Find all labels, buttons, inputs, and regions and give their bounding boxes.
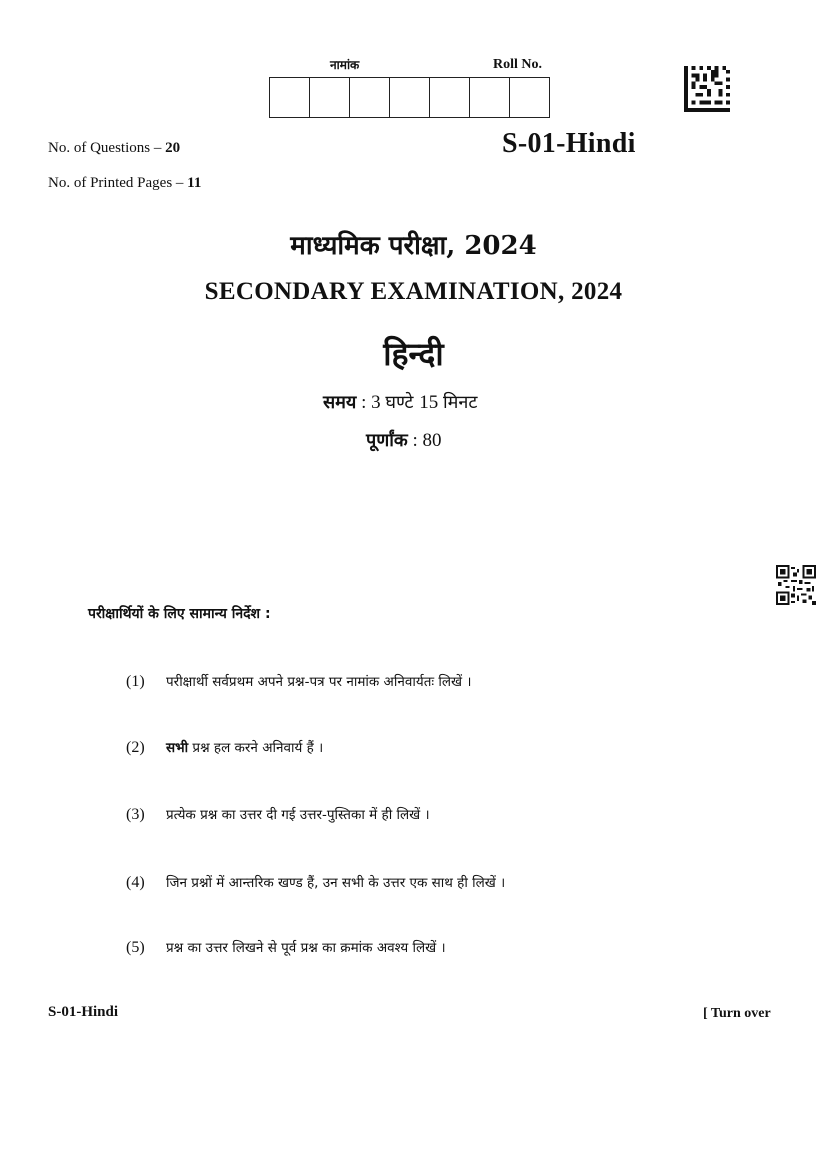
instruction-text: परीक्षार्थी सर्वप्रथम अपने प्रश्न-पत्र पर नामांक अनिवार्यतः लिखें । [166, 674, 472, 690]
paper-code-title: S-01-Hindi [502, 128, 636, 159]
marks-label: पूर्णांक [366, 430, 408, 451]
instruction-item [126, 873, 505, 892]
footer-paper-code: S-01-Hindi [48, 1004, 119, 1020]
roll-digit-box[interactable] [349, 77, 390, 118]
roll-digit-box[interactable] [509, 77, 550, 118]
roll-digit-box[interactable] [389, 77, 430, 118]
instruction-item [126, 672, 472, 691]
instruction-item [126, 938, 446, 957]
roll-label-hindi: नामांक [330, 58, 360, 72]
marks-separator: : [407, 430, 423, 451]
roll-number-boxes [269, 77, 550, 118]
roll-digit-box[interactable] [309, 77, 350, 118]
roll-digit-box[interactable] [469, 77, 510, 118]
instruction-text: जिन प्रश्नों में आन्तरिक खण्ड हैं, उन सभी के उत्तर एक साथ ही लिखें । [166, 875, 506, 891]
questions-count [48, 140, 180, 157]
pages-label: No. of Printed Pages – [48, 175, 188, 191]
roll-digit-box[interactable] [269, 77, 310, 118]
instruction-text: प्रश्न हल करने अनिवार्य हैं । [188, 740, 324, 756]
instruction-number: (1) [126, 673, 145, 690]
time-separator: : [356, 392, 372, 413]
time-minutes: 15 [419, 392, 443, 413]
questions-label: No. of Questions – [48, 140, 166, 156]
instruction-number: (5) [126, 939, 145, 956]
instruction-number: (3) [126, 806, 145, 823]
turn-over-note: [ Turn over [703, 1006, 771, 1021]
marks-value: 80 [422, 430, 442, 451]
time-line [323, 390, 477, 414]
time-minutes-unit: मिनट [442, 392, 478, 413]
marks-line [366, 428, 442, 452]
instructions-heading: परीक्षार्थियों के लिए सामान्य निर्देश : [88, 606, 271, 622]
exam-title-hindi: माध्यमिक परीक्षा, 2024 [290, 231, 537, 261]
time-label: समय [323, 392, 357, 413]
instruction-text: प्रश्न का उत्तर लिखने से पूर्व प्रश्न का क्रमांक अवश्य लिखें । [166, 940, 446, 956]
pages-value: 11 [187, 175, 202, 191]
time-hours-unit: घण्टे [385, 392, 420, 413]
roll-label-english: Roll No. [493, 57, 542, 72]
roll-digit-box[interactable] [429, 77, 470, 118]
data-matrix-code [684, 66, 730, 112]
subject-title: हिन्दी [383, 335, 444, 373]
instruction-number: (4) [126, 874, 145, 891]
instruction-number: (2) [126, 739, 145, 756]
instruction-text: प्रत्येक प्रश्न का उत्तर दी गई उत्तर-पुस्तिका में ही लिखें । [166, 807, 430, 823]
questions-value: 20 [165, 140, 181, 156]
qr-code [776, 565, 816, 605]
instruction-bold: सभी [166, 740, 189, 756]
exam-title-english: SECONDARY EXAMINATION, 2024 [204, 278, 623, 305]
time-hours: 3 [371, 392, 386, 413]
printed-pages-count [48, 175, 201, 192]
instruction-item [126, 805, 430, 824]
instruction-item [126, 738, 323, 757]
